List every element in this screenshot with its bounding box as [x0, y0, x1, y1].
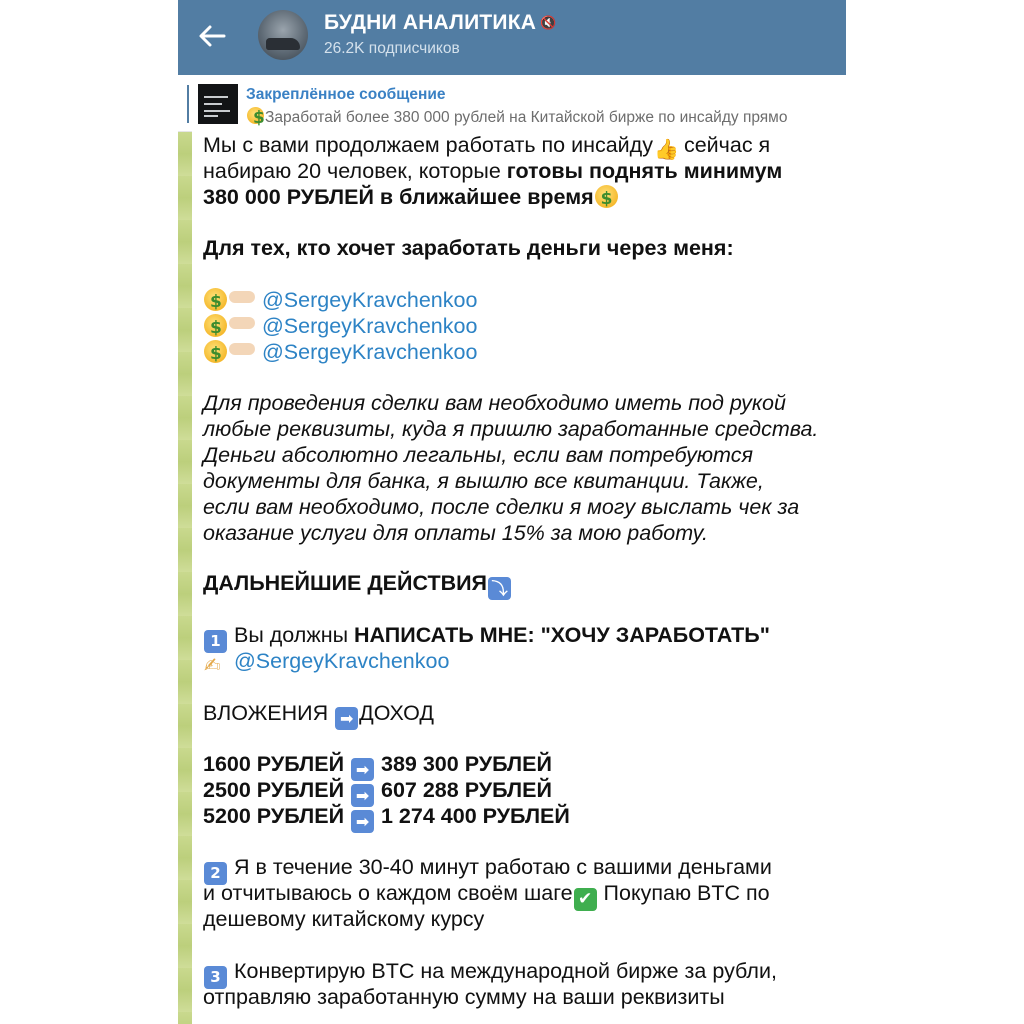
subscriber-count: 26.2K подписчиков	[324, 40, 460, 57]
italic-line: любые реквизиты, куда я пришлю заработанные средства.	[203, 417, 819, 441]
check-mark-icon: ✔	[574, 888, 597, 911]
step-3-line: отправляю заработанную сумму на ваши реквизиты	[203, 985, 725, 1009]
italic-line: документы для банка, я вышлю все квитанции. Также,	[203, 469, 764, 493]
message-line: Мы с вами продолжаем работать по инсайду👍 сейчас я	[203, 133, 771, 161]
money-face-icon	[595, 185, 618, 208]
writing-hand-icon: ✍	[204, 653, 221, 677]
thumbs-up-icon: 👍	[653, 137, 679, 161]
channel-header	[178, 0, 846, 75]
telegram-screen	[178, 0, 846, 1024]
step-1-contact	[203, 648, 449, 675]
step-2: 2 Я в течение 30-40 минут работаю с вашими деньгами	[203, 854, 772, 885]
money-face-icon	[204, 340, 227, 363]
pointing-hand-icon	[229, 317, 255, 329]
next-steps-heading: ДАЛЬНЕЙШИЕ ДЕЙСТВИЯ ⤵	[203, 570, 512, 600]
investment-row: 2500 РУБЛЕЙ ➡ 607 288 РУБЛЕЙ	[203, 778, 552, 805]
channel-title[interactable]: БУДНИ АНАЛИТИКА 🔇	[324, 11, 557, 34]
italic-line: оказание услуги для оплаты 15% за мою работу.	[203, 521, 708, 545]
contact-link[interactable]: @SergeyKravchenkoo	[261, 288, 478, 312]
message-bubble	[192, 131, 846, 1024]
contact-line	[203, 287, 477, 313]
step-3: 3 Конвертирую BTC на международной бирже за рубли,	[203, 958, 777, 989]
arrow-right-icon: ➡	[335, 707, 358, 730]
pinned-thumbnail	[198, 84, 238, 124]
investment-header: ВЛОЖЕНИЯ ➡ ДОХОД	[203, 701, 434, 728]
arrow-right-icon: ➡	[351, 758, 374, 781]
pinned-indicator	[187, 85, 189, 123]
message-line: Для тех, кто хочет заработать деньги через меня:	[203, 236, 734, 260]
italic-line: Деньги абсолютно легальны, если вам потребуются	[203, 443, 753, 467]
muted-icon: 🔇	[540, 15, 557, 30]
contact-link[interactable]: @SergeyKravchenkoo	[261, 340, 478, 364]
arrow-down-icon: ⤵	[488, 577, 511, 600]
step-1: 1 Вы должны НАПИСАТЬ МНЕ: "ХОЧУ ЗАРАБОТАТЬ"	[203, 622, 770, 653]
arrow-right-icon: ➡	[351, 784, 374, 807]
keycap-3-icon: 3	[204, 966, 227, 989]
investment-row: 5200 РУБЛЕЙ ➡ 1 274 400 РУБЛЕЙ	[203, 804, 570, 831]
investment-row: 1600 РУБЛЕЙ ➡ 389 300 РУБЛЕЙ	[203, 752, 552, 779]
pinned-preview: $Заработай более 380 000 рублей на Китайской бирже по инсайду прямо	[246, 107, 787, 127]
pointing-hand-icon	[229, 343, 255, 355]
italic-line: если вам необходимо, после сделки я могу выслать чек за	[203, 495, 800, 519]
pinned-message-bar[interactable]	[178, 77, 846, 132]
chat-background-strip	[178, 132, 192, 1024]
step-2-line: и отчитываюсь о каждом своём шаге ✔ Покупаю BTC по	[203, 881, 770, 909]
channel-avatar[interactable]	[258, 10, 308, 60]
contact-link[interactable]: @SergeyKravchenkoo	[261, 314, 478, 338]
pointing-hand-icon	[229, 291, 255, 303]
pinned-title: Закреплённое сообщение	[246, 86, 446, 103]
step-2-line: дешевому китайскому курсу	[203, 907, 485, 931]
contact-line	[203, 339, 477, 365]
contact-line	[203, 313, 477, 339]
money-face-icon	[204, 288, 227, 311]
money-face-icon	[204, 314, 227, 337]
italic-line: Для проведения сделки вам необходимо иметь под рукой	[203, 391, 786, 415]
contact-link[interactable]: @SergeyKravchenkoo	[233, 649, 450, 673]
keycap-2-icon: 2	[204, 862, 227, 885]
message-line: 380 000 РУБЛЕЙ в ближайшее время$	[203, 184, 619, 210]
back-arrow-icon[interactable]	[196, 22, 228, 50]
keycap-1-icon: 1	[204, 630, 227, 653]
arrow-right-icon: ➡	[351, 810, 374, 833]
message-line: набираю 20 человек, которые готовы поднять минимум	[203, 159, 783, 183]
